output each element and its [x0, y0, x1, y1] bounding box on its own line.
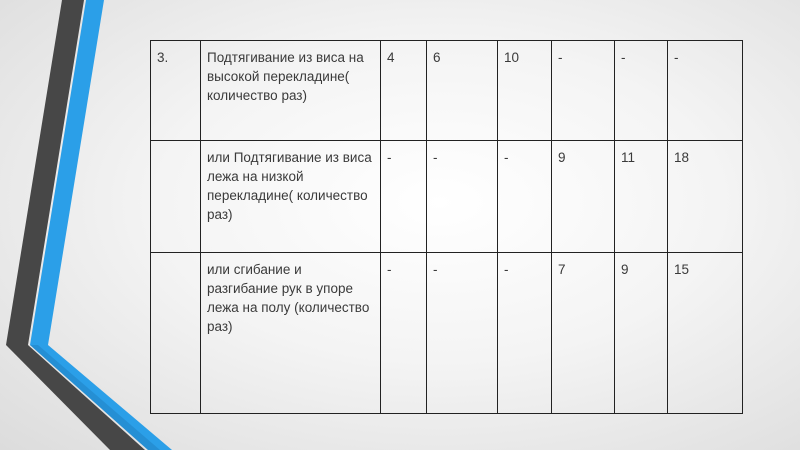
table-row: [151, 141, 743, 253]
value-cell: -: [498, 141, 552, 253]
value-cell: -: [615, 41, 668, 141]
dark-lower-wedge: [6, 345, 145, 450]
row-number-cell: 3.: [151, 41, 201, 141]
value-cell: -: [498, 253, 552, 414]
row-number-cell: [151, 141, 201, 253]
value-cell: -: [381, 141, 427, 253]
value-cell: 9: [615, 253, 668, 414]
value-cell: 4: [381, 41, 427, 141]
value-cell: 10: [498, 41, 552, 141]
value-cell: -: [427, 253, 498, 414]
value-cell: -: [381, 253, 427, 414]
value-cell: -: [427, 141, 498, 253]
value-cell: -: [668, 41, 743, 141]
row-number-cell: [151, 253, 201, 414]
value-cell: 9: [552, 141, 615, 253]
value-cell: 15: [668, 253, 743, 414]
table-row: [151, 41, 743, 141]
value-cell: 18: [668, 141, 743, 253]
value-cell: -: [552, 41, 615, 141]
table-row: [151, 253, 743, 414]
value-cell: 11: [615, 141, 668, 253]
exercise-cell: или Подтягивание из виса лежа на низкой перекладине( количество раз): [201, 141, 381, 253]
exercise-cell: или сгибание и разгибание рук в упоре лежа на полу (количество раз): [201, 253, 381, 414]
norms-table: [150, 40, 743, 414]
value-cell: 7: [552, 253, 615, 414]
exercise-cell: Подтягивание из виса на высокой перекладине( количество раз): [201, 41, 381, 141]
value-cell: 6: [427, 41, 498, 141]
